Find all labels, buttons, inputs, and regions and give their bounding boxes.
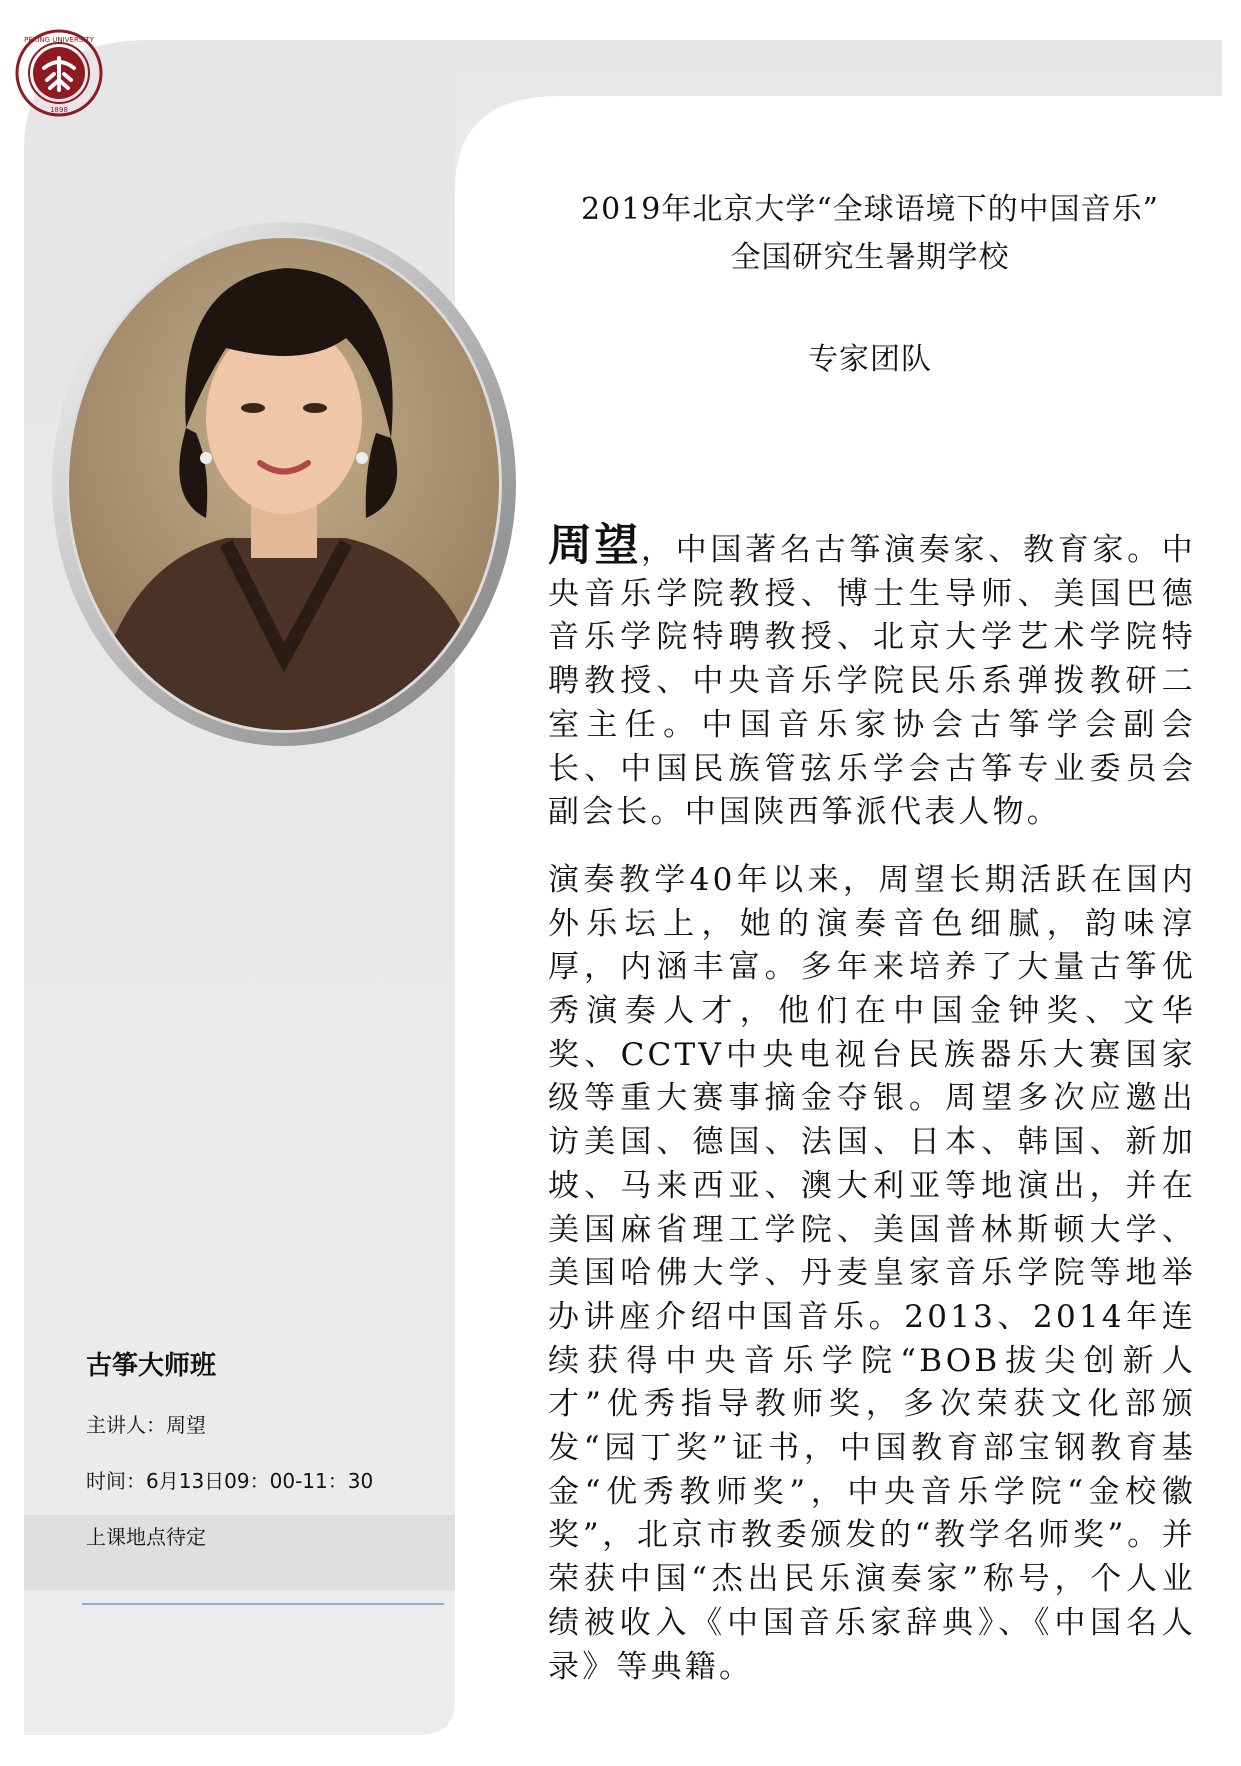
- section-title: 专家团队: [808, 342, 932, 377]
- document-header: [490, 186, 1241, 384]
- portrait-photo-icon: [46, 218, 522, 750]
- course-title: 古筝大师班: [86, 1351, 217, 1381]
- portrait-photo: [46, 218, 522, 750]
- bio-intro-text: ，中国著名古筝演奏家、教育家。中央音乐学院教授、博士生导师、美国巴德音乐学院特聘教授、北京大学艺术学院特聘教授、中央音乐学院民乐系弹拨教研二室主任。中国音乐家协会古筝学会副会长、中国民族管弦乐学会古筝专业委员会副会长。中国陕西筝派代表人物。: [548, 532, 1197, 831]
- course-location: 上课地点待定: [86, 1525, 206, 1549]
- seal-text: PEKING UNIVERSITY: [24, 36, 94, 44]
- course-time: 时间：6月13日09：00-11：30: [86, 1469, 374, 1493]
- course-lecturer: 主讲人：周望: [86, 1413, 206, 1437]
- bio-paragraph-1: [548, 520, 1197, 835]
- header-title-line2: 全国研究生暑期学校: [730, 240, 1010, 275]
- peking-university-seal-icon: [14, 28, 104, 118]
- bio-paragraph-2: 演奏教学40年以来，周望长期活跃在国内外乐坛上，她的演奏音色细腻，韵味淳厚，内涵丰富。多年来培养了大量古筝优秀演奏人才，他们在中国金钟奖、文华奖、CCTV中央电视台民族器乐大赛国家级等重大赛事摘金夺银。周望多次应邀出访美国、德国、法国、日本、韩国、新加坡、马来西亚、澳大利亚等地演出，并在美国麻省理工学院、美国普林斯顿大学、美国哈佛大学、丹麦皇家音乐学院等地举办讲座介绍中国音乐。2013、2014年连续获得中央音乐学院“BOB拔尖创新人才”优秀指导教师奖，多次荣获文化部颁发“园丁奖”证书，中国教育部宝钢教育基金“优秀教师奖”，中央音乐学院“金校徽奖”，北京市教委颁发的“教学名师奖”。并荣获中国“杰出民乐演奏家”称号，个人业绩被收入《中国音乐家辞典》、《中国名人录》等典籍。: [548, 861, 1196, 1685]
- header-title-line1: 2019年北京大学“全球语境下的中国音乐”: [580, 192, 1160, 227]
- university-seal-logo: [14, 28, 104, 118]
- expert-name: 周望: [548, 520, 642, 571]
- seal-year: 1898: [50, 106, 68, 114]
- divider-line: [82, 1603, 444, 1605]
- biography: [548, 520, 1197, 1689]
- course-info: [86, 1345, 446, 1578]
